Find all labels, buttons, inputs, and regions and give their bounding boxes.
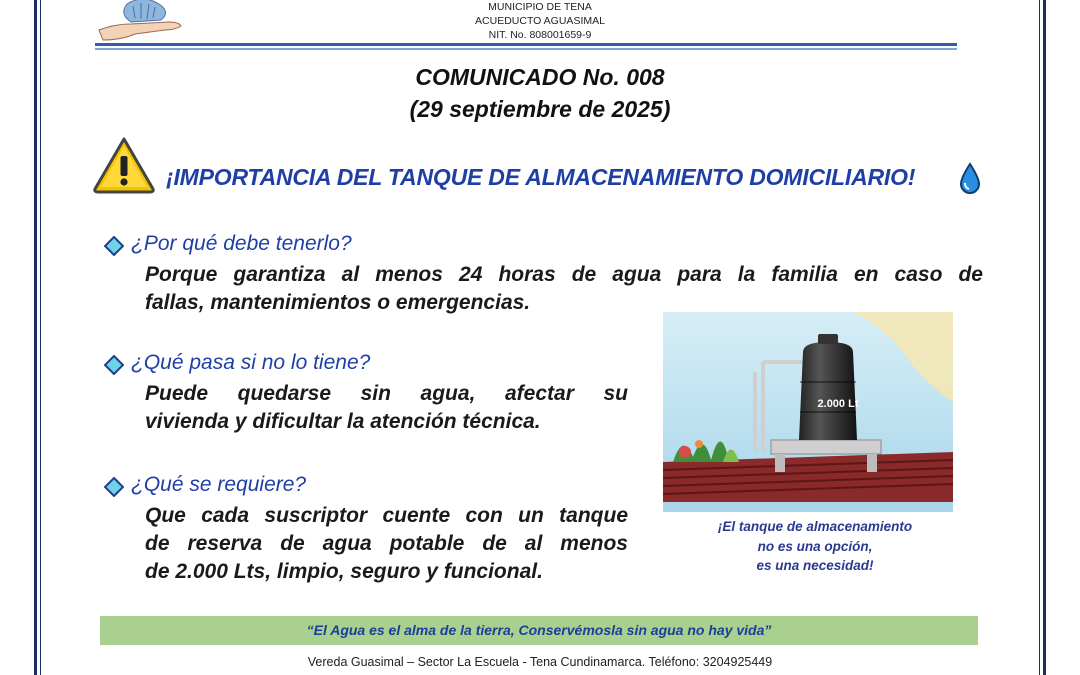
answer-line: Puede quedarse sin agua, afectar su bbox=[145, 382, 628, 405]
hand-shell-logo-icon bbox=[95, 0, 185, 44]
caption-line: es una necesidad! bbox=[756, 558, 874, 573]
answer-line: fallas, mantenimientos o emergencias. bbox=[145, 291, 531, 314]
header-municipality: MUNICIPIO DE TENA bbox=[488, 1, 592, 13]
water-drop-icon bbox=[957, 162, 983, 194]
caption-line: no es una opción, bbox=[757, 539, 873, 554]
header-rule bbox=[95, 43, 957, 46]
headline: ¡IMPORTANCIA DEL TANQUE DE ALMACENAMIENTO DOMICILIARIO! bbox=[166, 164, 916, 190]
water-tank-illustration bbox=[663, 312, 953, 512]
question-why: ¿Por qué debe tenerlo? bbox=[131, 232, 352, 255]
answer-line: de 2.000 Lts, limpio, seguro y funcional. bbox=[145, 560, 543, 583]
footer-address: Vereda Guasimal – Sector La Escuela - Tena Cundinamarca. Teléfono: 3204925449 bbox=[307, 655, 773, 669]
document-date: (29 septiembre de 2025) bbox=[409, 96, 671, 122]
caption-line: ¡El tanque de almacenamiento bbox=[717, 519, 913, 534]
answer-line: de reserva de agua potable de al menos bbox=[145, 532, 628, 555]
answer-line: Porque garantiza al menos 24 horas de agua para la familia en caso de bbox=[145, 263, 983, 286]
tank-capacity-label: 2.000 Lt bbox=[817, 398, 859, 410]
answer-why bbox=[145, 261, 983, 317]
answer-what-happens bbox=[145, 380, 628, 436]
answer-line: vivienda y dificultar la atención técnica. bbox=[145, 410, 541, 433]
header-rule-thin bbox=[95, 48, 957, 50]
diamond-bullet-icon bbox=[104, 355, 124, 375]
header-aqueduct: ACUEDUCTO AGUASIMAL bbox=[475, 15, 605, 27]
answer-line: Que cada suscriptor cuente con un tanque bbox=[145, 504, 628, 527]
question-requirement: ¿Qué se requiere? bbox=[131, 473, 307, 496]
header-nit: NIT. No. 808001659-9 bbox=[488, 29, 592, 41]
document-title: COMUNICADO No. 008 bbox=[415, 64, 665, 90]
warning-triangle-icon bbox=[92, 136, 156, 194]
diamond-bullet-icon bbox=[104, 477, 124, 497]
question-what-happens: ¿Qué pasa si no lo tiene? bbox=[131, 351, 371, 374]
diamond-bullet-icon bbox=[104, 236, 124, 256]
slogan-banner: “El Agua es el alma de la tierra, Conservémosla sin agua no hay vida” bbox=[100, 616, 978, 645]
answer-requirement bbox=[145, 502, 628, 586]
